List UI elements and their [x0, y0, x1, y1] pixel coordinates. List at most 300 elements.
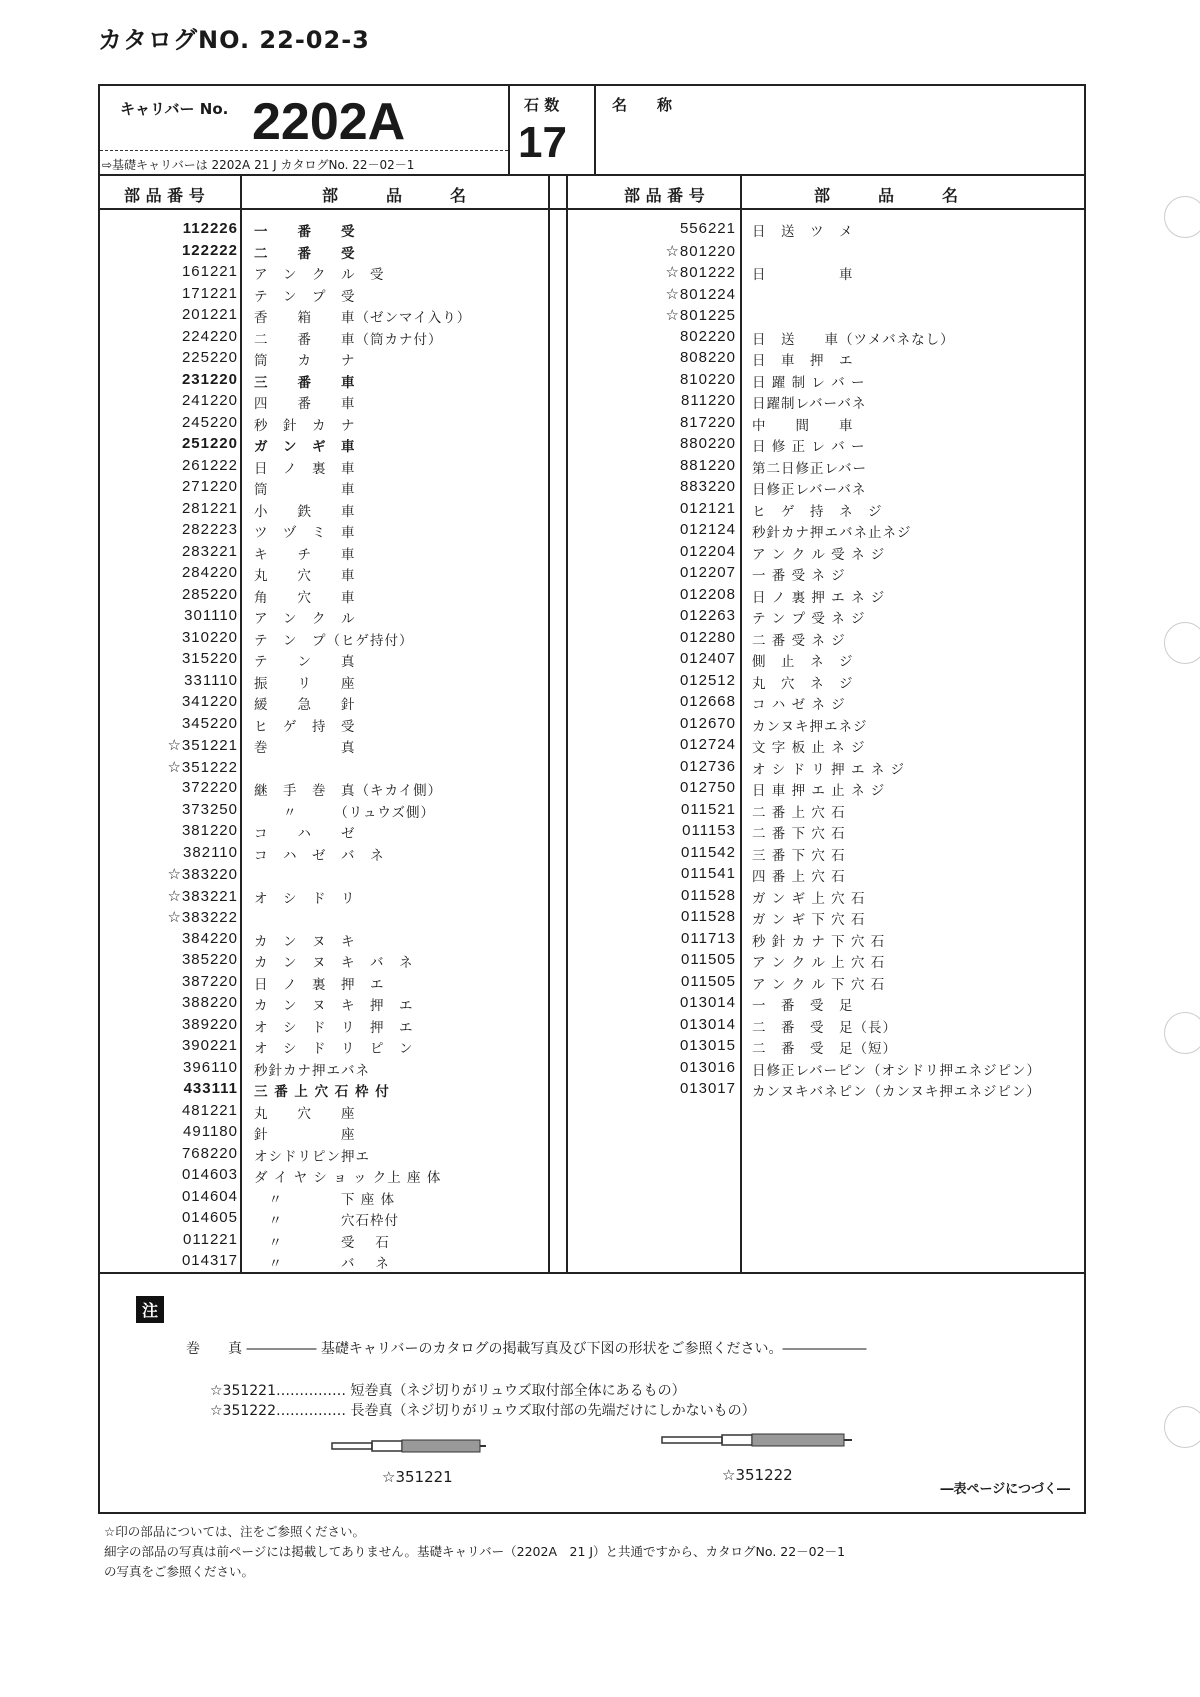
- table-row: [566, 1037, 1084, 1059]
- part-name: ア ン ク ル 受 ネ ジ: [752, 546, 886, 563]
- stones-label: 石 数: [524, 96, 560, 114]
- part-number: 388220: [181, 994, 238, 1011]
- part-name: 秒 針 カ ナ: [254, 417, 356, 434]
- part-name: 日 修 正 レ バ ー: [752, 439, 866, 455]
- table-row: [566, 650, 1084, 672]
- table-row: [100, 1166, 548, 1188]
- part-number: 251220: [181, 435, 238, 452]
- table-row: [100, 349, 548, 371]
- table-row: [566, 930, 1084, 952]
- table-row: [566, 822, 1084, 844]
- table-row: [566, 435, 1084, 457]
- table-row: [100, 607, 548, 629]
- part-number: 011221: [183, 1230, 238, 1248]
- part-number: 341220: [181, 693, 238, 710]
- part-name: 第二日修正レバー: [752, 460, 868, 477]
- part-number: 012121: [679, 499, 736, 517]
- part-number: 171221: [181, 284, 238, 302]
- part-number: 315220: [181, 650, 238, 667]
- part-number: 883220: [679, 478, 736, 495]
- table-row: [100, 715, 548, 737]
- table-row: [566, 328, 1084, 350]
- part-name: 継 手 巻 真（キカイ側）: [254, 783, 443, 799]
- part-number: 282223: [181, 521, 238, 538]
- part-name: 三 番 車: [254, 374, 356, 391]
- table-row: [100, 1059, 548, 1081]
- part-name: 〃 穴石枠付: [254, 1213, 399, 1229]
- part-name: 一 番 受 ネ ジ: [752, 568, 846, 584]
- table-row: [100, 822, 548, 844]
- table-row: [100, 521, 548, 543]
- part-number: 481221: [181, 1101, 238, 1119]
- table-row: [566, 392, 1084, 414]
- part-number: 284220: [181, 564, 238, 581]
- part-name: ガ ン ギ 車: [254, 439, 356, 455]
- part-number: 225220: [181, 349, 238, 366]
- note-short-stem: ☆351221…………… 短巻真（ネジ切りがリュウズ取付部全体にあるもの）: [210, 1383, 686, 1399]
- table-row: [566, 586, 1084, 608]
- table-row: [566, 457, 1084, 479]
- binder-hole: [1164, 622, 1200, 664]
- header-divider: [594, 86, 596, 176]
- part-name: テ ン プ 受 ネ ジ: [752, 611, 866, 627]
- note-long-stem: ☆351222…………… 長巻真（ネジ切りがリュウズ取付部の先端だけにしかないもの）: [210, 1403, 756, 1419]
- part-number: 012407: [679, 650, 736, 667]
- table-row: [100, 1252, 548, 1274]
- part-number: 810220: [679, 370, 736, 388]
- table-row: [566, 887, 1084, 909]
- part-number: 013014: [679, 1015, 736, 1033]
- part-number: ☆383222: [167, 909, 238, 926]
- part-number: 345220: [181, 714, 238, 732]
- part-number: 880220: [679, 435, 736, 452]
- part-number: 112226: [182, 220, 238, 237]
- right-parts-list: [566, 220, 1084, 1102]
- part-number: 012750: [679, 779, 736, 796]
- caliber-label: キャリバー No.: [120, 100, 229, 118]
- part-number: 013017: [679, 1080, 736, 1097]
- part-name: キ チ 車: [254, 546, 356, 563]
- part-number: 281221: [181, 499, 238, 517]
- part-number: 245220: [181, 413, 238, 431]
- table-row: [566, 478, 1084, 500]
- part-name: 角 穴 車: [254, 589, 356, 606]
- part-number: 231220: [181, 370, 238, 388]
- table-row: [566, 801, 1084, 823]
- part-number: 012280: [679, 628, 736, 646]
- part-number: 012124: [679, 521, 736, 538]
- table-row: [100, 844, 548, 866]
- part-name: 二 番 受 足（短）: [752, 1041, 897, 1057]
- part-number: 122222: [181, 241, 238, 259]
- long-stem-caption: ☆351222: [722, 1466, 793, 1484]
- table-row: [100, 1102, 548, 1124]
- table-row: [566, 1016, 1084, 1038]
- table-row: [566, 908, 1084, 930]
- part-number: 271220: [181, 478, 238, 495]
- part-number: 808220: [679, 349, 736, 366]
- table-row: [100, 908, 548, 930]
- part-number: 011528: [681, 908, 736, 925]
- name-label: 名 称: [612, 96, 673, 114]
- part-name: コ ハ ゼ: [254, 826, 356, 842]
- part-number: 013016: [679, 1058, 736, 1076]
- table-row: [566, 693, 1084, 715]
- table-row: [100, 435, 548, 457]
- part-name: ヒ ゲ 持 受: [254, 718, 356, 735]
- part-name: 〃 バ ネ: [254, 1256, 390, 1272]
- table-row: [566, 844, 1084, 866]
- table-row: [100, 457, 548, 479]
- part-number: 161221: [181, 263, 238, 280]
- part-name: 一 番 受 足: [752, 998, 854, 1014]
- part-name: コ ハ ゼ ネ ジ: [752, 697, 846, 713]
- col-part-no-left: 部 品 番 号: [124, 186, 205, 205]
- table-row: [100, 371, 548, 393]
- table-row: [566, 865, 1084, 887]
- table-row: [100, 1188, 548, 1210]
- table-row: [100, 1123, 548, 1145]
- part-number: 556221: [679, 220, 736, 237]
- table-row: [100, 478, 548, 500]
- part-name: カンヌキバネピン（カンヌキ押エネジピン）: [752, 1084, 1041, 1100]
- table-row: [100, 951, 548, 973]
- table-row: [100, 693, 548, 715]
- part-name: 二 番 受: [254, 245, 356, 262]
- part-name: 秒針カナ押エバネ止ネジ: [752, 525, 912, 541]
- part-number: 012207: [679, 564, 736, 581]
- table-row: [566, 349, 1084, 371]
- part-number: 013014: [679, 994, 736, 1011]
- part-name: 日修正レバーバネ: [752, 482, 867, 498]
- part-name: ア ン ク ル 下 穴 石: [752, 976, 886, 993]
- part-number: 283221: [181, 542, 238, 560]
- column-headers: [100, 176, 1084, 210]
- stones-count: 17: [518, 118, 567, 167]
- part-number: 387220: [181, 972, 238, 990]
- part-name: 筒 車: [254, 482, 356, 498]
- part-number: 881220: [679, 456, 736, 474]
- table-row: [100, 865, 548, 887]
- footer-line-2: 細字の部品の写真は前ページには掲載してありません。基礎キャリバー（2202A 21 J）と共通ですから、カタログNo. 22－02－1: [104, 1544, 846, 1559]
- part-number: 013015: [679, 1037, 736, 1054]
- part-number: 011505: [681, 951, 736, 968]
- table-row: [100, 801, 548, 823]
- table-row: [566, 672, 1084, 694]
- binder-hole: [1164, 1406, 1200, 1448]
- part-number: 241220: [181, 392, 238, 409]
- part-number: 012668: [679, 693, 736, 710]
- part-name: 日躍制レバーバネ: [752, 396, 867, 412]
- table-row: [100, 306, 548, 328]
- table-row: [566, 629, 1084, 651]
- note-badge: 注: [136, 1296, 164, 1323]
- part-name: ヒ ゲ 持 ネ ジ: [752, 503, 883, 520]
- part-name: 丸 穴 座: [254, 1105, 356, 1122]
- table-row: [566, 521, 1084, 543]
- table-row: [100, 994, 548, 1016]
- part-name: 中 間 車: [752, 417, 854, 434]
- part-name: 二 番 受 ネ ジ: [752, 632, 846, 649]
- table-row: [100, 1016, 548, 1038]
- table-row: [566, 758, 1084, 780]
- caliber-number: 2202A: [252, 93, 406, 151]
- part-number: 011541: [681, 865, 736, 882]
- part-name: 筒 カ ナ: [254, 353, 356, 369]
- table-row: [100, 779, 548, 801]
- caliber-header: [100, 86, 1084, 176]
- table-row: [100, 263, 548, 285]
- part-name: 二 番 下 穴 石: [752, 826, 846, 842]
- col-part-name-left: 部 品 名: [322, 186, 467, 205]
- table-row: [100, 629, 548, 651]
- part-name: オ シ ド リ ピ ン: [254, 1041, 414, 1057]
- part-number: 011542: [681, 843, 736, 861]
- part-number: ☆351221: [167, 737, 238, 754]
- part-name: 香 箱 車（ゼンマイ入り）: [254, 310, 472, 326]
- part-number: 012736: [679, 757, 736, 775]
- part-name: 二 番 車（筒カナ付）: [254, 331, 443, 348]
- column-divider: [548, 176, 550, 1272]
- part-number: 384220: [181, 929, 238, 947]
- part-name: テ ン プ（ヒゲ持付）: [254, 632, 414, 649]
- part-number: ☆801220: [665, 242, 736, 260]
- part-name: ガ ン ギ 上 穴 石: [752, 890, 866, 907]
- part-number: ☆801225: [665, 307, 736, 324]
- continue-note: ―表ページにつづく―: [940, 1482, 1070, 1497]
- table-row: [100, 220, 548, 242]
- dotted-divider: [100, 150, 508, 151]
- table-row: [566, 220, 1084, 242]
- part-number: 012670: [679, 714, 736, 732]
- part-name: カ ン ヌ キ 押 エ: [254, 998, 414, 1014]
- table-row: [100, 500, 548, 522]
- table-row: [100, 1231, 548, 1253]
- table-row: [566, 263, 1084, 285]
- part-name: 日 ノ 裏 押 エ: [254, 976, 385, 993]
- table-row: [566, 994, 1084, 1016]
- part-name: 日 車 押 エ 止 ネ ジ: [752, 783, 886, 799]
- part-name: コ ハ ゼ バ ネ: [254, 847, 385, 864]
- table-row: [100, 1145, 548, 1167]
- part-name: 巻 真: [254, 740, 356, 756]
- table-row: [566, 285, 1084, 307]
- table-row: [100, 973, 548, 995]
- part-name: 一 番 受: [254, 224, 356, 240]
- part-name: ア ン ク ル 受: [254, 267, 385, 283]
- part-name: 三 番 上 穴 石 枠 付: [254, 1084, 390, 1100]
- part-number: 331110: [184, 671, 238, 689]
- part-name: 秒針カナ押エバネ: [254, 1062, 370, 1079]
- part-name: オ シ ド リ 押 エ: [254, 1019, 414, 1036]
- part-number: 491180: [183, 1123, 238, 1140]
- binder-hole: [1164, 196, 1200, 238]
- part-number: 011153: [682, 822, 736, 839]
- table-row: [566, 500, 1084, 522]
- part-number: 014605: [181, 1209, 238, 1226]
- part-number: ☆383221: [167, 887, 238, 905]
- col-part-name-right: 部 品 名: [814, 186, 959, 205]
- part-number: ☆801222: [665, 264, 736, 281]
- part-name: 針 座: [254, 1127, 356, 1143]
- part-name: カ ン ヌ キ: [254, 933, 356, 950]
- part-number: 382110: [183, 843, 238, 861]
- part-number: 012724: [679, 736, 736, 753]
- part-name: 日 車 押 エ: [752, 353, 854, 369]
- table-row: [100, 564, 548, 586]
- part-number: 014603: [181, 1166, 238, 1183]
- part-number: 817220: [679, 413, 736, 431]
- table-row: [566, 414, 1084, 436]
- part-name: 小 鉄 車: [254, 503, 356, 520]
- short-stem-caption: ☆351221: [382, 1468, 453, 1486]
- part-name: 〃 （リュウズ側）: [254, 804, 435, 821]
- part-number: 381220: [181, 822, 238, 839]
- part-name: 〃 受 石: [254, 1234, 390, 1251]
- part-name: ア ン ク ル: [254, 611, 356, 627]
- part-name: ダ イ ヤ シ ョ ッ ク上 座 体: [254, 1170, 442, 1186]
- catalog-number: カタログNO. 22-02-3: [98, 26, 370, 54]
- long-stem-drawing-icon: [660, 1428, 860, 1452]
- short-stem-drawing-icon: [330, 1434, 490, 1458]
- part-number: ☆351222: [167, 758, 238, 776]
- part-number: 224220: [181, 327, 238, 345]
- part-name: 日 送 ツ メ: [752, 224, 854, 240]
- part-name: ガ ン ギ 下 穴 石: [752, 912, 866, 928]
- table-row: [100, 1037, 548, 1059]
- part-number: 201221: [181, 306, 238, 323]
- part-name: 四 番 車: [254, 396, 356, 412]
- part-number: 385220: [181, 951, 238, 968]
- table-row: [100, 930, 548, 952]
- notes-section: [100, 1272, 1084, 1512]
- part-number: 389220: [181, 1015, 238, 1033]
- part-name: カンヌキ押エネジ: [752, 718, 868, 735]
- table-row: [566, 715, 1084, 737]
- part-name: 四 番 上 穴 石: [752, 869, 846, 885]
- table-row: [100, 543, 548, 565]
- table-row: [566, 973, 1084, 995]
- part-name: 秒 針 カ ナ 下 穴 石: [752, 933, 886, 950]
- table-row: [100, 328, 548, 350]
- part-number: 433111: [183, 1080, 238, 1097]
- parts-table-frame: [98, 84, 1086, 1514]
- part-number: ☆383220: [167, 866, 238, 883]
- table-row: [566, 564, 1084, 586]
- part-name: オ シ ド リ 押 エ ネ ジ: [752, 761, 906, 778]
- table-row: [100, 650, 548, 672]
- part-name: 三 番 下 穴 石: [752, 847, 846, 864]
- part-name: カ ン ヌ キ バ ネ: [254, 955, 414, 971]
- part-name: 文 字 板 止 ネ ジ: [752, 740, 866, 756]
- part-name: 二 番 上 穴 石: [752, 804, 846, 821]
- table-row: [566, 371, 1084, 393]
- part-name: オ シ ド リ: [254, 890, 356, 907]
- table-row: [100, 1209, 548, 1231]
- part-name: テ ン プ 受: [254, 288, 356, 305]
- table-row: [100, 1080, 548, 1102]
- table-row: [566, 607, 1084, 629]
- part-name: 側 止 ネ ジ: [752, 654, 854, 670]
- table-row: [100, 586, 548, 608]
- table-row: [566, 736, 1084, 758]
- part-number: 310220: [181, 628, 238, 646]
- part-number: 012208: [679, 585, 736, 603]
- table-row: [566, 1080, 1084, 1102]
- part-number: 011528: [681, 886, 736, 904]
- part-number: 012512: [679, 671, 736, 689]
- part-name: 緩 急 針: [254, 697, 356, 713]
- part-number: 261222: [181, 456, 238, 474]
- part-number: ☆801224: [665, 285, 736, 303]
- table-row: [100, 758, 548, 780]
- table-row: [100, 887, 548, 909]
- part-number: 011713: [681, 929, 736, 947]
- part-number: 390221: [181, 1037, 238, 1054]
- footer-line-1: ☆印の部品については、注をご参照ください。: [104, 1524, 365, 1539]
- part-name: ア ン ク ル 上 穴 石: [752, 955, 886, 971]
- table-row: [566, 779, 1084, 801]
- part-number: 014317: [181, 1252, 238, 1269]
- part-name: 日 車: [752, 267, 854, 283]
- part-name: 日 ノ 裏 車: [254, 460, 356, 477]
- table-row: [566, 951, 1084, 973]
- part-number: 396110: [183, 1058, 238, 1076]
- part-name: 振 リ 座: [254, 675, 356, 692]
- base-caliber-note: ⇨基礎キャリバーは 2202A 21 J カタログNo. 22－02－1: [102, 158, 415, 172]
- part-name: テ ン 真: [254, 654, 356, 670]
- table-row: [100, 414, 548, 436]
- part-name: 丸 穴 ネ ジ: [752, 675, 854, 692]
- part-number: 373250: [181, 800, 238, 818]
- header-divider: [508, 86, 510, 176]
- part-number: 802220: [679, 327, 736, 345]
- part-number: 014604: [181, 1187, 238, 1205]
- part-number: 811220: [681, 392, 736, 409]
- col-part-no-right: 部 品 番 号: [624, 186, 705, 205]
- table-row: [100, 285, 548, 307]
- part-number: 768220: [181, 1144, 238, 1162]
- part-number: 011521: [681, 800, 736, 818]
- part-name: 丸 穴 車: [254, 568, 356, 584]
- footer-line-3: の写真をご参照ください。: [104, 1564, 255, 1579]
- part-number: 301110: [184, 607, 238, 624]
- part-name: ツ ヅ ミ 車: [254, 525, 356, 541]
- table-row: [100, 736, 548, 758]
- binder-hole: [1164, 1012, 1200, 1054]
- part-name: オシドリピン押エ: [254, 1148, 370, 1165]
- table-row: [566, 1059, 1084, 1081]
- table-row: [566, 543, 1084, 565]
- part-number: 372220: [181, 779, 238, 796]
- part-number: 011505: [681, 972, 736, 990]
- table-row: [100, 392, 548, 414]
- part-name: 〃 下 座 体: [254, 1191, 396, 1208]
- part-name: 日 ノ 裏 押 エ ネ ジ: [752, 589, 886, 606]
- part-number: 285220: [181, 585, 238, 603]
- part-number: 012204: [679, 542, 736, 560]
- part-name: 日 躍 制 レ バ ー: [752, 374, 866, 391]
- left-parts-list: [100, 220, 548, 1274]
- table-row: [566, 306, 1084, 328]
- table-row: [566, 242, 1084, 264]
- table-row: [100, 242, 548, 264]
- part-name: 日修正レバーピン（オシドリ押エネジピン）: [752, 1062, 1042, 1079]
- note-main: 巻 真 ――――― 基礎キャリバーのカタログの掲載写真及び下図の形状をご参照ください。――――――: [186, 1341, 867, 1357]
- part-name: 日 送 車（ツメバネなし）: [752, 331, 955, 348]
- table-row: [100, 672, 548, 694]
- part-name: 二 番 受 足（長）: [752, 1019, 897, 1036]
